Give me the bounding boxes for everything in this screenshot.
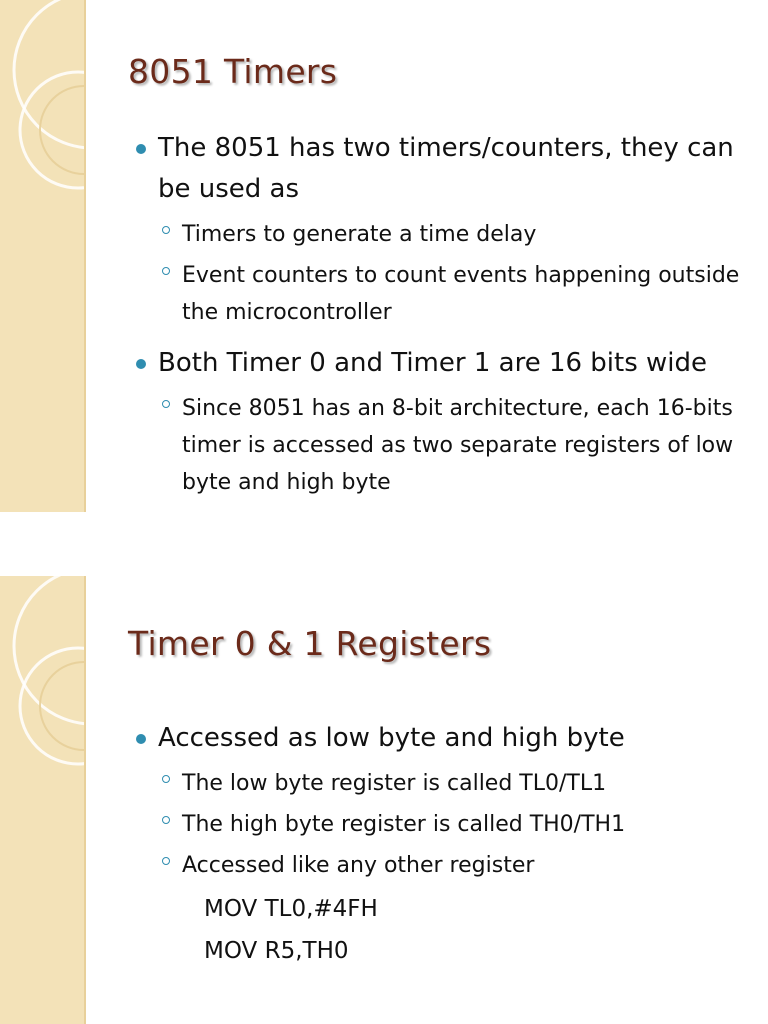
decorative-circles-icon <box>0 576 84 796</box>
sub-bullet-text: Since 8051 has an 8-bit architecture, each 16-bits timer is accessed as two separate registers of low byte and high byte <box>182 396 734 495</box>
decorative-circles-icon <box>0 0 84 220</box>
ring-bullet-icon <box>162 857 170 865</box>
bullet-dot-icon <box>136 144 146 154</box>
sub-bullet-text: Accessed like any other register <box>182 853 535 878</box>
slide-content <box>134 718 744 972</box>
slide-title: Timer 0 & 1 Registers <box>128 624 492 663</box>
sub-bullet-item <box>134 806 744 843</box>
sub-bullet-item <box>134 847 744 884</box>
sub-bullet-text: Timers to generate a time delay <box>182 222 537 247</box>
decorative-side-band <box>0 0 86 512</box>
code-line: MOV R5,TH0 <box>204 938 349 964</box>
bullet-text: The 8051 has two timers/counters, they can be used as <box>158 133 734 204</box>
sub-bullet-text: The high byte register is called TH0/TH1 <box>182 812 626 837</box>
ring-bullet-icon <box>162 267 170 275</box>
sub-bullet-item <box>134 390 744 501</box>
slide-content <box>134 128 744 505</box>
bullet-item <box>134 128 744 210</box>
decorative-side-band <box>0 576 86 1024</box>
sub-bullet-item <box>134 765 744 802</box>
ring-bullet-icon <box>162 226 170 234</box>
ring-bullet-icon <box>162 400 170 408</box>
sub-bullet-item <box>134 257 744 331</box>
code-line: MOV TL0,#4FH <box>204 896 378 922</box>
sub-bullet-text: The low byte register is called TL0/TL1 <box>182 771 607 796</box>
bullet-dot-icon <box>136 734 146 744</box>
bullet-text: Both Timer 0 and Timer 1 are 16 bits wide <box>158 348 708 378</box>
sub-bullet-text: Event counters to count events happening outside the microcontroller <box>182 263 740 325</box>
sub-bullet-item <box>134 216 744 253</box>
ring-bullet-icon <box>162 816 170 824</box>
ring-bullet-icon <box>162 775 170 783</box>
slide-title: 8051 Timers <box>128 52 338 91</box>
bullet-item <box>134 718 744 759</box>
slide-timer-registers <box>0 576 768 1024</box>
bullet-dot-icon <box>136 359 146 369</box>
bullet-text: Accessed as low byte and high byte <box>158 723 625 753</box>
bullet-item <box>134 343 744 384</box>
